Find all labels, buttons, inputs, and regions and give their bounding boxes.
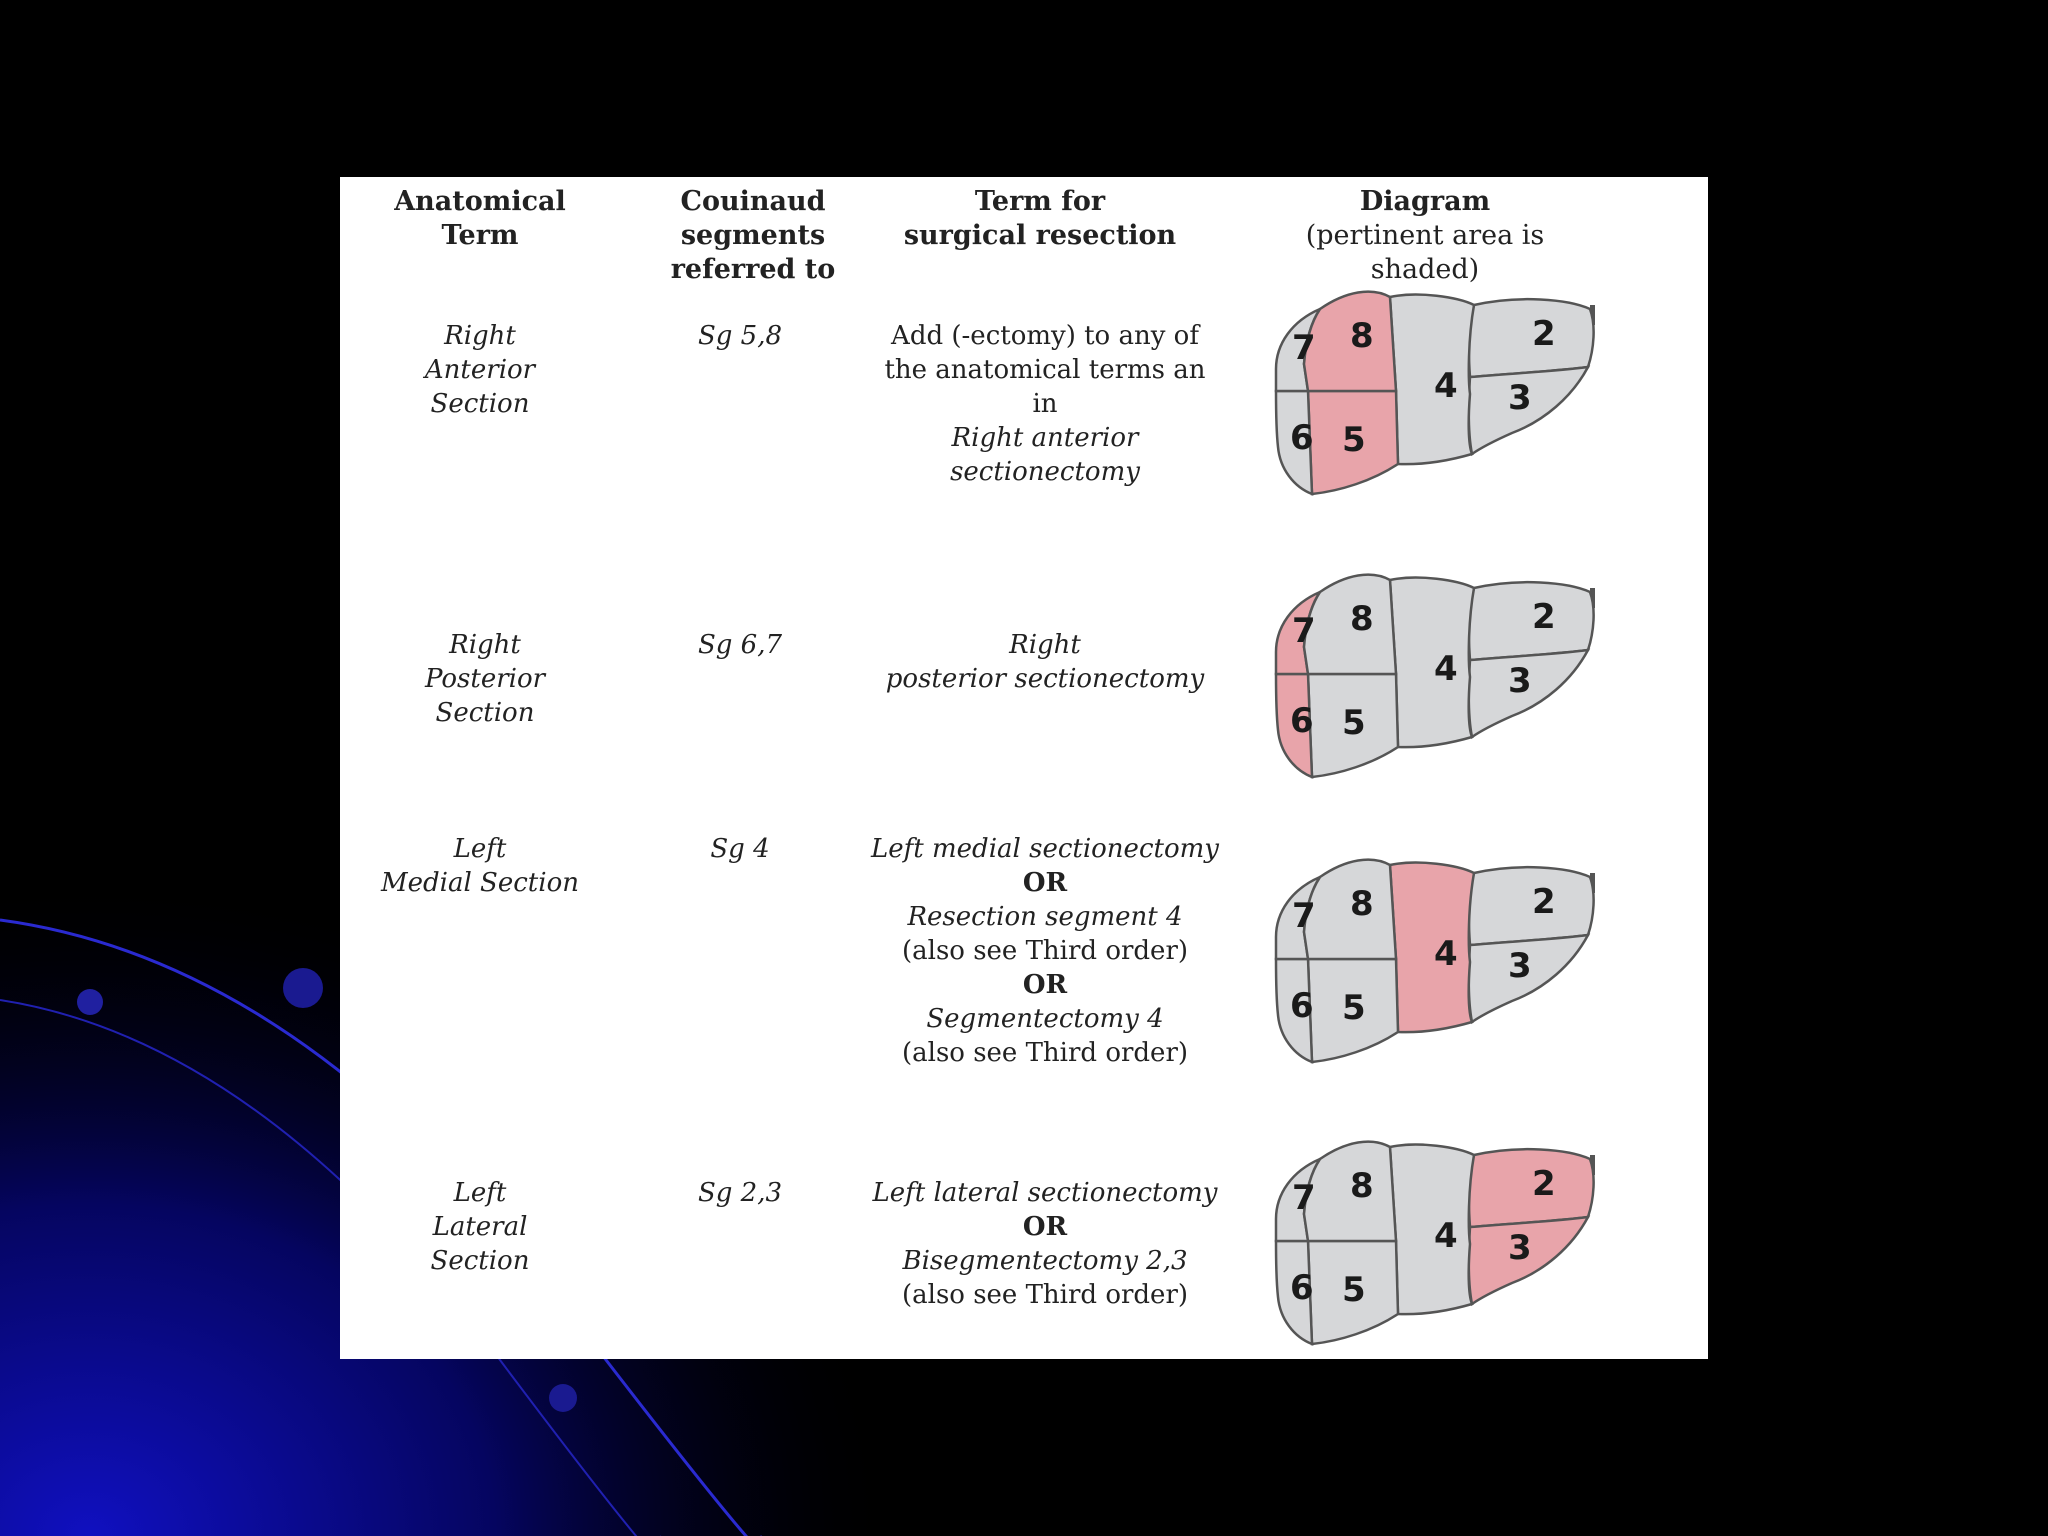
- liver-svg: [1268, 269, 1598, 509]
- liver-diagram: [1268, 837, 1598, 1077]
- row-resection: Right posterior sectionectomy: [885, 630, 1205, 694]
- row-term: Left Lateral Section: [430, 1178, 530, 1276]
- segment-label-7: 7: [1292, 1178, 1316, 1218]
- row-resection: Left medial sectionectomy OR Resection segment 4 (also see Third order) OR Segmentectomy 4 (also see Third order): [871, 834, 1219, 1068]
- liver-segment-4: [1390, 1145, 1474, 1315]
- segment-label-3: 3: [1508, 1228, 1532, 1268]
- row-segments: Sg 2,3: [697, 1178, 783, 1208]
- segment-label-7: 7: [1292, 328, 1316, 368]
- segment-label-4: 4: [1434, 366, 1458, 406]
- row-segments: Sg 5,8: [697, 321, 783, 351]
- segment-label-2: 2: [1532, 882, 1556, 922]
- segment-label-5: 5: [1342, 703, 1366, 743]
- row-segments: Sg 4: [710, 834, 770, 864]
- header-diagram: Diagram (pertinent area is shaded): [1305, 186, 1545, 285]
- segment-label-7: 7: [1292, 896, 1316, 936]
- liver-svg: [1268, 837, 1598, 1077]
- segment-label-3: 3: [1508, 378, 1532, 418]
- segment-label-8: 8: [1350, 599, 1374, 639]
- liver-diagram: [1268, 269, 1598, 509]
- segment-label-4: 4: [1434, 934, 1458, 974]
- liver-diagram: [1268, 1119, 1598, 1359]
- segment-label-2: 2: [1532, 314, 1556, 354]
- segment-label-3: 3: [1508, 946, 1532, 986]
- segment-label-5: 5: [1342, 420, 1366, 460]
- row-resection: Left lateral sectionectomy OR Bisegmentectomy 2,3 (also see Third order): [872, 1178, 1218, 1310]
- segment-label-5: 5: [1342, 1270, 1366, 1310]
- liver-svg: [1268, 552, 1598, 792]
- row-term: Left Medial Section: [381, 834, 579, 898]
- row-resection: Add (-ectomy) to any of the anatomical terms an in Right anterior sectionectomy: [884, 321, 1206, 487]
- segment-label-6: 6: [1290, 1268, 1314, 1308]
- liver-segment-4: [1390, 295, 1474, 465]
- segment-label-7: 7: [1292, 611, 1316, 651]
- liver-segment-4: [1390, 578, 1474, 748]
- liver-svg: [1268, 1119, 1598, 1359]
- row-term: Right Posterior Section: [424, 630, 546, 728]
- segment-label-8: 8: [1350, 316, 1374, 356]
- segment-label-3: 3: [1508, 661, 1532, 701]
- segment-label-6: 6: [1290, 418, 1314, 458]
- segment-label-8: 8: [1350, 1166, 1374, 1206]
- segment-label-5: 5: [1342, 988, 1366, 1028]
- liver-segment-4: [1390, 863, 1474, 1033]
- segment-label-6: 6: [1290, 701, 1314, 741]
- segment-label-4: 4: [1434, 649, 1458, 689]
- resection-table: [340, 177, 1708, 1359]
- row-segments: Sg 6,7: [697, 630, 783, 660]
- liver-diagram: [1268, 552, 1598, 792]
- row-term: Right Anterior Section: [424, 321, 536, 419]
- segment-label-8: 8: [1350, 884, 1374, 924]
- segment-label-2: 2: [1532, 1164, 1556, 1204]
- segment-label-2: 2: [1532, 597, 1556, 637]
- header-surgical-term: Term for surgical resection: [903, 186, 1177, 251]
- segment-label-6: 6: [1290, 986, 1314, 1026]
- segment-label-4: 4: [1434, 1216, 1458, 1256]
- header-couinaud-segments: Couinaud segments referred to: [670, 186, 836, 285]
- header-anatomical-term: Anatomical Term: [394, 186, 566, 251]
